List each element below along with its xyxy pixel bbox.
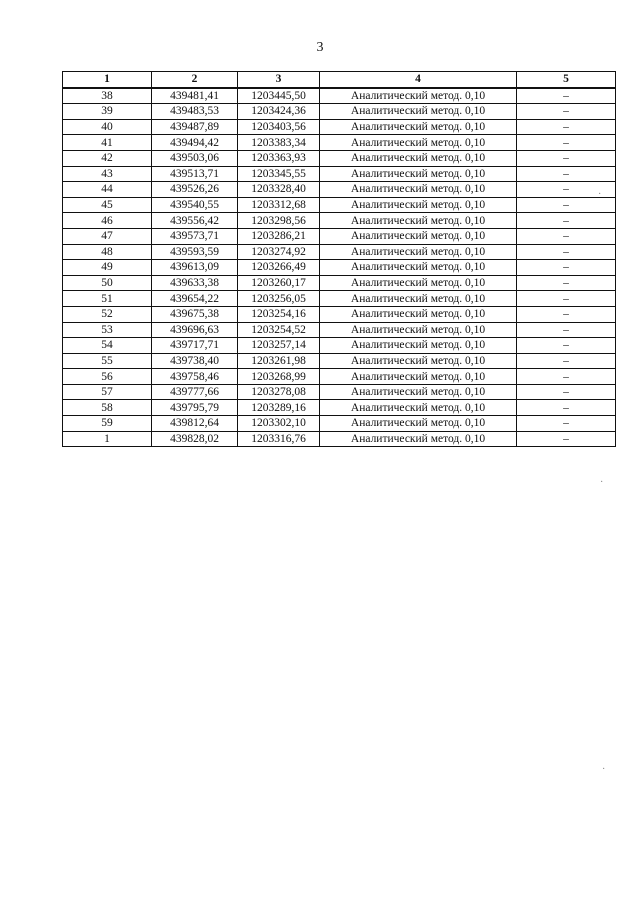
table-cell-col-2: 439675,38 <box>152 306 238 322</box>
table-cell-col-4: Аналитический метод. 0,10 <box>320 369 517 385</box>
table-cell-col-1: 1 <box>63 431 152 447</box>
scan-speck: · <box>598 189 602 200</box>
table-cell-col-5: – <box>517 260 616 276</box>
table-row <box>63 416 616 432</box>
table-cell-col-3: 1203328,40 <box>238 182 320 198</box>
table-cell-col-2: 439481,41 <box>152 88 238 104</box>
table-cell-col-1: 50 <box>63 275 152 291</box>
table-cell-col-2: 439696,63 <box>152 322 238 338</box>
table-cell-col-5: – <box>517 104 616 120</box>
table-cell-col-5: – <box>517 338 616 354</box>
table-cell-col-4: Аналитический метод. 0,10 <box>320 384 517 400</box>
table-cell-col-3: 1203286,21 <box>238 228 320 244</box>
table-cell-col-5: – <box>517 275 616 291</box>
table-cell-col-4: Аналитический метод. 0,10 <box>320 353 517 369</box>
table-cell-col-2: 439494,42 <box>152 135 238 151</box>
table-cell-col-2: 439503,06 <box>152 150 238 166</box>
table-cell-col-1: 53 <box>63 322 152 338</box>
table-cell-col-1: 39 <box>63 104 152 120</box>
table-cell-col-2: 439573,71 <box>152 228 238 244</box>
table-cell-col-3: 1203274,92 <box>238 244 320 260</box>
table-cell-col-1: 43 <box>63 166 152 182</box>
table-cell-col-3: 1203383,34 <box>238 135 320 151</box>
table-row <box>63 322 616 338</box>
header-row <box>63 72 616 88</box>
table-cell-col-3: 1203445,50 <box>238 88 320 104</box>
table-cell-col-2: 439812,64 <box>152 416 238 432</box>
table-cell-col-2: 439593,59 <box>152 244 238 260</box>
table-cell-col-2: 439777,66 <box>152 384 238 400</box>
table-cell-col-4: Аналитический метод. 0,10 <box>320 322 517 338</box>
table-row <box>63 260 616 276</box>
table-row <box>63 244 616 260</box>
table-cell-col-4: Аналитический метод. 0,10 <box>320 416 517 432</box>
table-cell-col-1: 44 <box>63 182 152 198</box>
header-cell-4: 4 <box>320 72 517 88</box>
table-cell-col-3: 1203302,10 <box>238 416 320 432</box>
table-row <box>63 291 616 307</box>
table-cell-col-2: 439540,55 <box>152 197 238 213</box>
table-header <box>63 72 616 88</box>
scan-speck: · <box>602 764 606 775</box>
table-cell-col-3: 1203254,52 <box>238 322 320 338</box>
table-cell-col-5: – <box>517 384 616 400</box>
table-cell-col-3: 1203403,56 <box>238 119 320 135</box>
table-cell-col-1: 48 <box>63 244 152 260</box>
table-cell-col-4: Аналитический метод. 0,10 <box>320 244 517 260</box>
table-cell-col-4: Аналитический метод. 0,10 <box>320 431 517 447</box>
table-cell-col-3: 1203268,99 <box>238 369 320 385</box>
table-cell-col-2: 439513,71 <box>152 166 238 182</box>
table-cell-col-2: 439526,26 <box>152 182 238 198</box>
table-row <box>63 119 616 135</box>
table-cell-col-5: – <box>517 400 616 416</box>
table-cell-col-5: – <box>517 182 616 198</box>
table-cell-col-3: 1203424,36 <box>238 104 320 120</box>
table-cell-col-5: – <box>517 166 616 182</box>
table-cell-col-4: Аналитический метод. 0,10 <box>320 88 517 104</box>
table-cell-col-5: – <box>517 135 616 151</box>
table-cell-col-1: 58 <box>63 400 152 416</box>
table-row <box>63 182 616 198</box>
table-row <box>63 400 616 416</box>
coordinates-table <box>62 71 616 447</box>
table-cell-col-3: 1203345,55 <box>238 166 320 182</box>
table-cell-col-4: Аналитический метод. 0,10 <box>320 197 517 213</box>
table-row <box>63 150 616 166</box>
table-cell-col-2: 439654,22 <box>152 291 238 307</box>
table-cell-col-5: – <box>517 322 616 338</box>
table-cell-col-5: – <box>517 244 616 260</box>
table-cell-col-1: 55 <box>63 353 152 369</box>
table-row <box>63 306 616 322</box>
table-cell-col-3: 1203278,08 <box>238 384 320 400</box>
table-cell-col-4: Аналитический метод. 0,10 <box>320 119 517 135</box>
table-cell-col-3: 1203261,98 <box>238 353 320 369</box>
table-cell-col-1: 54 <box>63 338 152 354</box>
table-cell-col-2: 439795,79 <box>152 400 238 416</box>
table-cell-col-3: 1203316,76 <box>238 431 320 447</box>
table-row <box>63 88 616 104</box>
table-cell-col-3: 1203257,14 <box>238 338 320 354</box>
table-cell-col-3: 1203254,16 <box>238 306 320 322</box>
table-cell-col-1: 59 <box>63 416 152 432</box>
page-number: 3 <box>316 40 324 55</box>
table-cell-col-4: Аналитический метод. 0,10 <box>320 166 517 182</box>
table-cell-col-3: 1203312,68 <box>238 197 320 213</box>
table-row <box>63 213 616 229</box>
table-cell-col-3: 1203256,05 <box>238 291 320 307</box>
table-cell-col-5: – <box>517 431 616 447</box>
table-row <box>63 353 616 369</box>
table-cell-col-3: 1203266,49 <box>238 260 320 276</box>
table-cell-col-4: Аналитический метод. 0,10 <box>320 228 517 244</box>
table-cell-col-2: 439828,02 <box>152 431 238 447</box>
table-cell-col-1: 42 <box>63 150 152 166</box>
table-row <box>63 384 616 400</box>
table-row <box>63 228 616 244</box>
table-cell-col-3: 1203260,17 <box>238 275 320 291</box>
table-row <box>63 104 616 120</box>
table-cell-col-5: – <box>517 228 616 244</box>
table-cell-col-5: – <box>517 416 616 432</box>
table-cell-col-1: 47 <box>63 228 152 244</box>
table-cell-col-1: 41 <box>63 135 152 151</box>
table-row <box>63 369 616 385</box>
table-row <box>63 338 616 354</box>
table-cell-col-2: 439717,71 <box>152 338 238 354</box>
table-cell-col-2: 439738,40 <box>152 353 238 369</box>
table-row <box>63 431 616 447</box>
table-cell-col-4: Аналитический метод. 0,10 <box>320 400 517 416</box>
table-cell-col-1: 52 <box>63 306 152 322</box>
table-cell-col-5: – <box>517 88 616 104</box>
table-cell-col-2: 439487,89 <box>152 119 238 135</box>
table-cell-col-5: – <box>517 369 616 385</box>
table-cell-col-1: 40 <box>63 119 152 135</box>
table-body <box>63 88 616 447</box>
table-cell-col-4: Аналитический метод. 0,10 <box>320 275 517 291</box>
table-cell-col-5: – <box>517 306 616 322</box>
header-cell-3: 3 <box>238 72 320 88</box>
table-cell-col-5: – <box>517 119 616 135</box>
table-cell-col-5: – <box>517 213 616 229</box>
table-cell-col-5: – <box>517 197 616 213</box>
table-cell-col-4: Аналитический метод. 0,10 <box>320 182 517 198</box>
table-row <box>63 166 616 182</box>
table-cell-col-4: Аналитический метод. 0,10 <box>320 104 517 120</box>
table-cell-col-3: 1203289,16 <box>238 400 320 416</box>
table-cell-col-4: Аналитический метод. 0,10 <box>320 260 517 276</box>
header-cell-5: 5 <box>517 72 616 88</box>
table-cell-col-2: 439633,38 <box>152 275 238 291</box>
header-cell-2: 2 <box>152 72 238 88</box>
table-row <box>63 197 616 213</box>
table-cell-col-1: 45 <box>63 197 152 213</box>
table-cell-col-3: 1203298,56 <box>238 213 320 229</box>
table-cell-col-1: 51 <box>63 291 152 307</box>
table-cell-col-4: Аналитический метод. 0,10 <box>320 338 517 354</box>
table-cell-col-1: 57 <box>63 384 152 400</box>
table-cell-col-2: 439483,53 <box>152 104 238 120</box>
table-row <box>63 135 616 151</box>
table-cell-col-1: 46 <box>63 213 152 229</box>
table-cell-col-2: 439556,42 <box>152 213 238 229</box>
table-cell-col-4: Аналитический метод. 0,10 <box>320 291 517 307</box>
table-cell-col-5: – <box>517 353 616 369</box>
scan-speck: · <box>600 477 604 488</box>
table-cell-col-1: 56 <box>63 369 152 385</box>
table-cell-col-5: – <box>517 150 616 166</box>
table-cell-col-4: Аналитический метод. 0,10 <box>320 213 517 229</box>
table-cell-col-1: 49 <box>63 260 152 276</box>
table-cell-col-4: Аналитический метод. 0,10 <box>320 306 517 322</box>
table-cell-col-5: – <box>517 291 616 307</box>
table-row <box>63 275 616 291</box>
table-cell-col-2: 439613,09 <box>152 260 238 276</box>
header-cell-1: 1 <box>63 72 152 88</box>
table-cell-col-4: Аналитический метод. 0,10 <box>320 135 517 151</box>
table-cell-col-1: 38 <box>63 88 152 104</box>
table-cell-col-4: Аналитический метод. 0,10 <box>320 150 517 166</box>
coordinates-table-container <box>62 71 615 447</box>
table-cell-col-2: 439758,46 <box>152 369 238 385</box>
table-cell-col-3: 1203363,93 <box>238 150 320 166</box>
